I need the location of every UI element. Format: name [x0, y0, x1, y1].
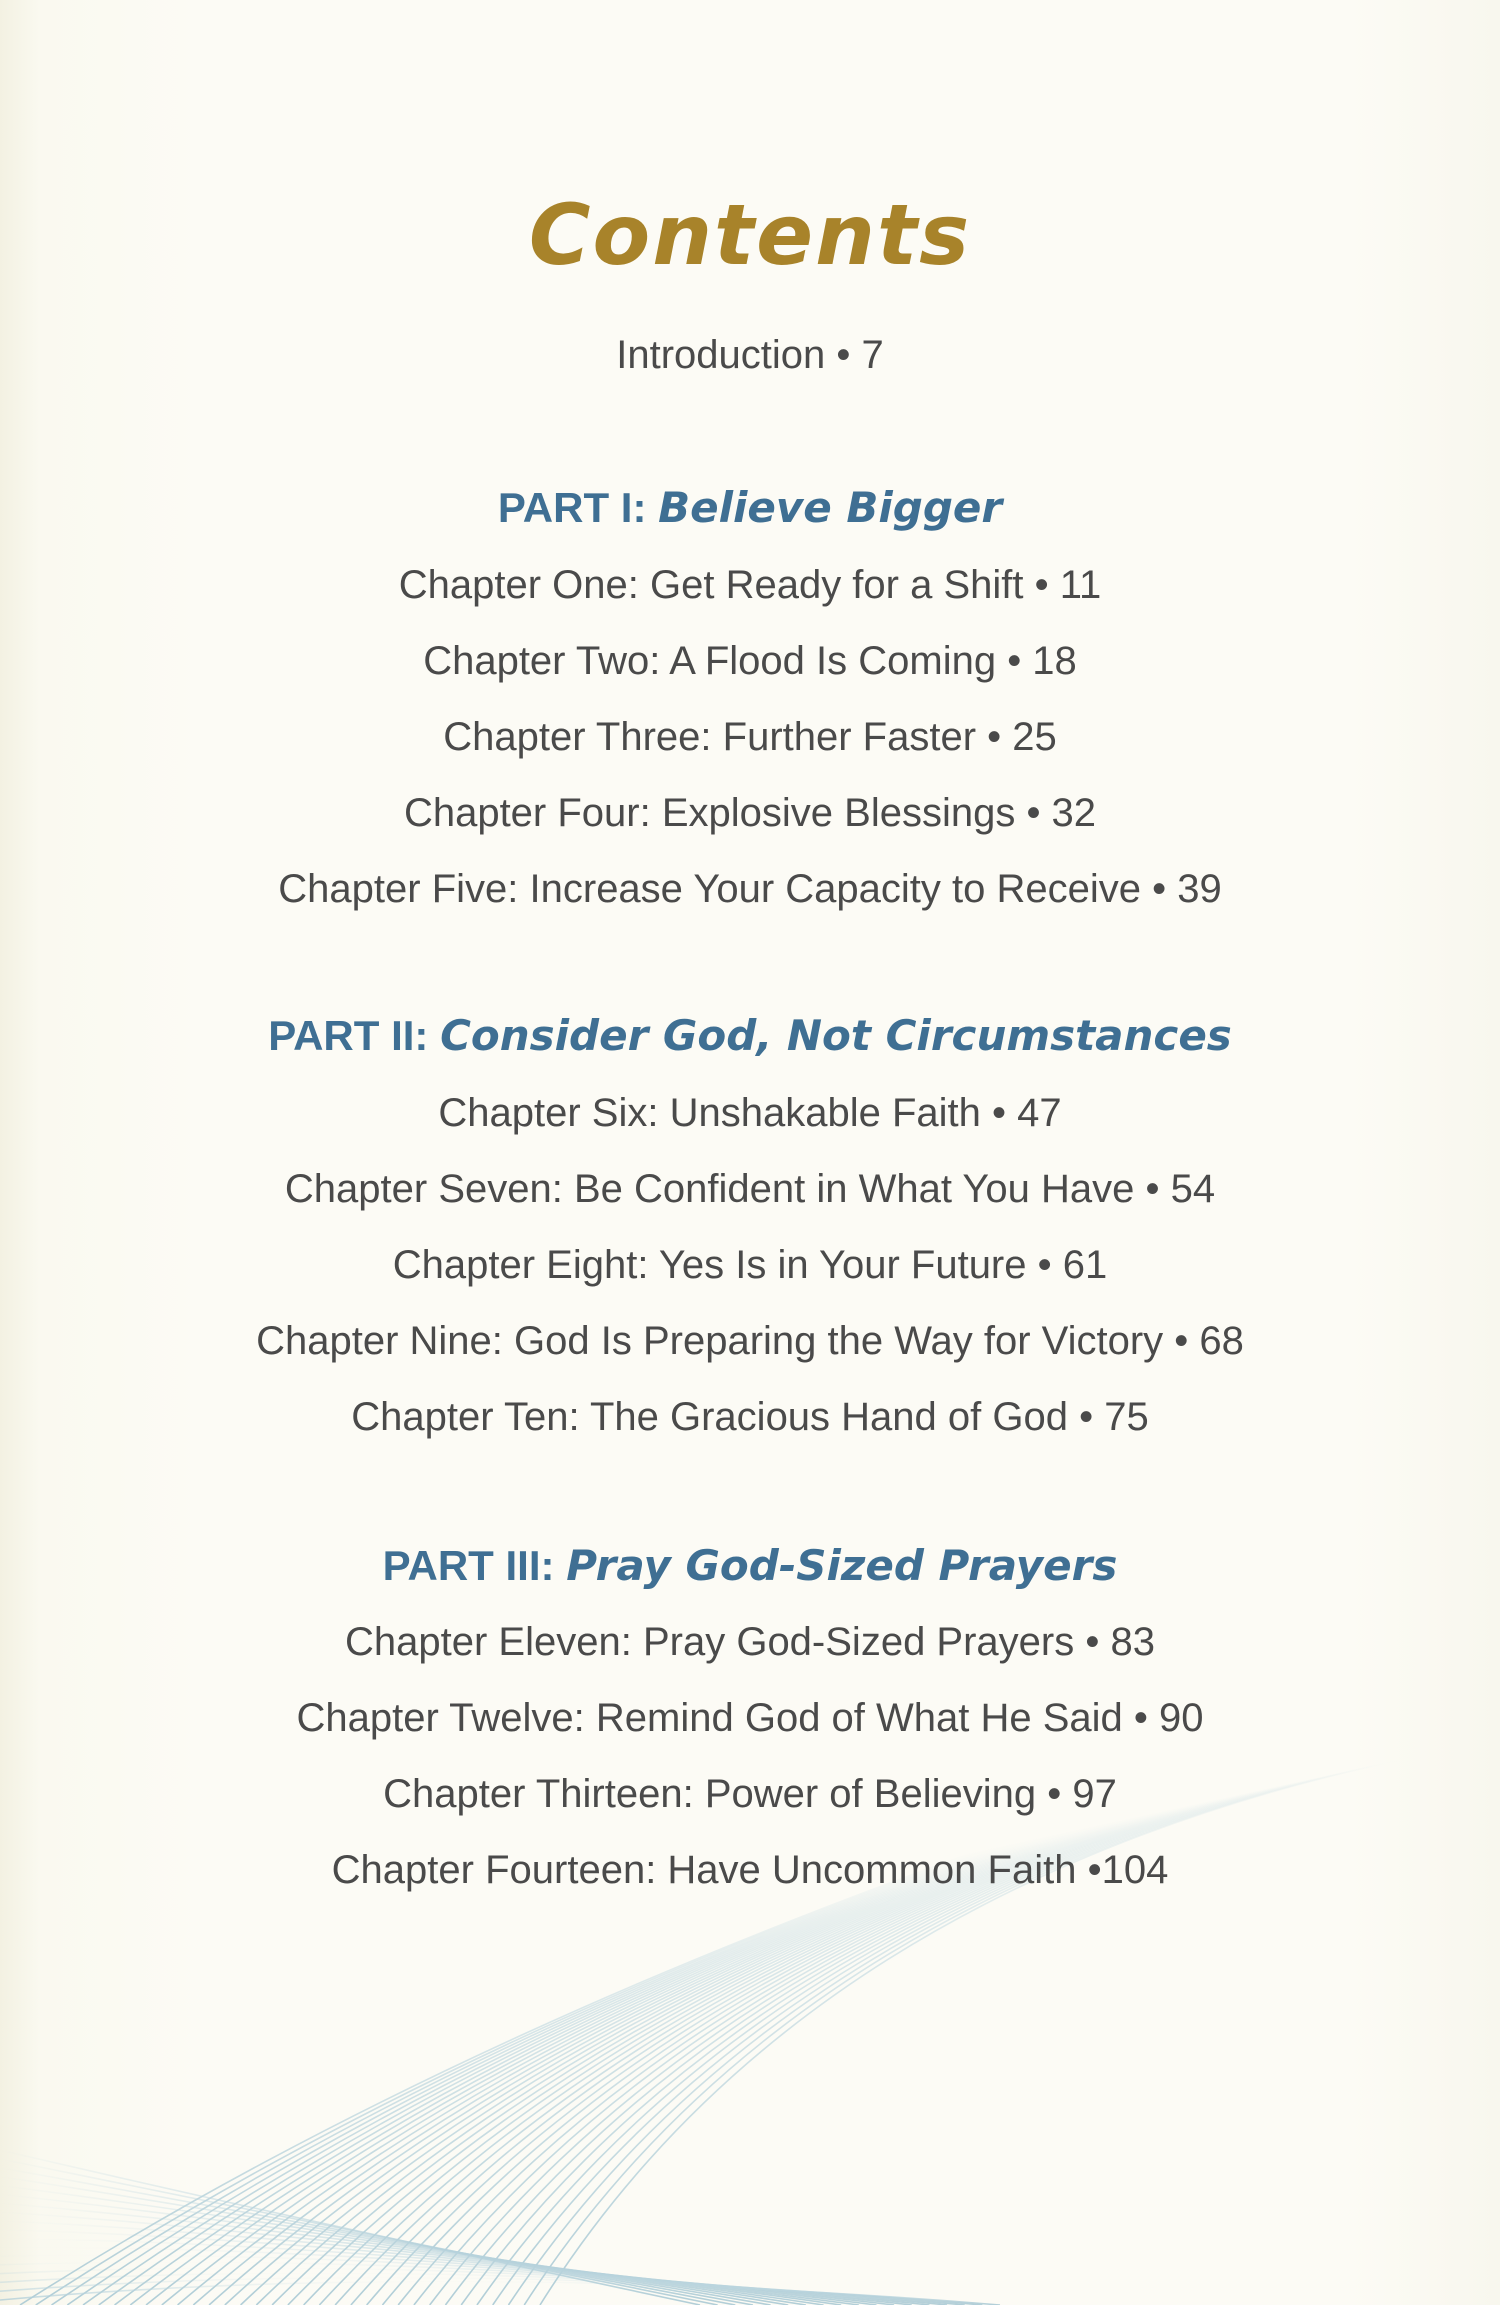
toc-entry: Chapter Thirteen: Power of Believing • 97: [383, 1772, 1117, 1816]
part-label: PART II:: [268, 1012, 429, 1059]
part-heading-3: [0, 1540, 1500, 1592]
toc-entry-introduction: Introduction • 7: [616, 333, 884, 377]
part-heading-2: [0, 1010, 1500, 1062]
toc-entry: Chapter Six: Unshakable Faith • 47: [438, 1091, 1062, 1135]
toc-entry: Chapter Five: Increase Your Capacity to Receive • 39: [278, 867, 1222, 911]
toc-entry: Chapter Nine: God Is Preparing the Way for Victory • 68: [256, 1319, 1244, 1363]
toc-entry: Chapter One: Get Ready for a Shift • 11: [398, 563, 1102, 607]
part-label: PART I:: [497, 484, 647, 531]
toc-entry: Chapter Four: Explosive Blessings • 32: [403, 791, 1097, 835]
toc-entry: Chapter Eight: Yes Is in Your Future • 61: [392, 1243, 1108, 1287]
part-title: Believe Bigger: [658, 483, 1003, 532]
part-label: PART III:: [382, 1542, 555, 1589]
part-title: Consider God, Not Circumstances: [440, 1011, 1232, 1060]
toc-entry: Chapter Three: Further Faster • 25: [443, 715, 1057, 759]
toc-entry: Chapter Two: A Flood Is Coming • 18: [423, 639, 1077, 683]
part-heading-1: [0, 482, 1500, 534]
toc-entry: Chapter Seven: Be Confident in What You Have • 54: [284, 1167, 1216, 1211]
part-title: Pray God-Sized Prayers: [566, 1541, 1118, 1590]
toc-entry: Chapter Twelve: Remind God of What He Said • 90: [296, 1696, 1204, 1740]
decorative-line: [540, 1760, 1400, 2305]
page-title: Contents: [528, 186, 972, 284]
toc-entry: Chapter Eleven: Pray God-Sized Prayers • 83: [345, 1620, 1155, 1664]
toc-entry: Chapter Ten: The Gracious Hand of God • 75: [351, 1395, 1149, 1439]
toc-entry: Chapter Fourteen: Have Uncommon Faith •104: [331, 1848, 1169, 1892]
